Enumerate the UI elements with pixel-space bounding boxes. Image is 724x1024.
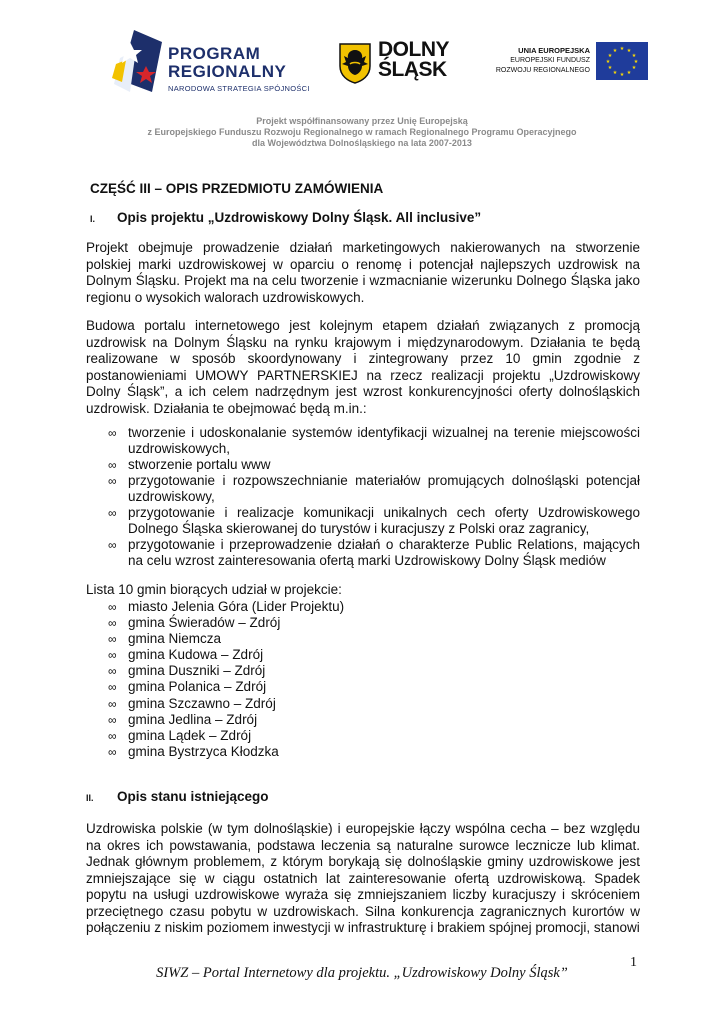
- eu-flag-icon: [596, 42, 648, 80]
- infinity-bullet-icon: ∞: [108, 616, 117, 631]
- region-logo-line1: DOLNY: [378, 38, 449, 61]
- infinity-bullet-icon: ∞: [108, 474, 117, 488]
- actions-list: [86, 425, 640, 569]
- infinity-bullet-icon: ∞: [108, 664, 117, 679]
- svg-text:★: ★: [633, 59, 639, 65]
- footer-text: SIWZ – Portal Internetowy dla projektu. „Uzdrowiskowy Dolny Śląsk”: [156, 965, 568, 981]
- list-item: ∞ tworzenie i udoskonalanie systemów identyfikacji wizualnej na terenie miejscowości uzdrowiskowych,: [108, 425, 640, 456]
- list-item: ∞ gmina Świeradów – Zdrój: [108, 615, 281, 631]
- svg-text:★: ★: [626, 48, 632, 54]
- infinity-bullet-icon: ∞: [108, 744, 117, 759]
- program-logo-line2: REGIONALNY: [168, 62, 287, 81]
- dolny-slask-logo-text: [378, 40, 449, 80]
- infinity-bullet-icon: ∞: [108, 506, 117, 520]
- infinity-bullet-icon: ∞: [108, 538, 117, 552]
- svg-text:★: ★: [612, 70, 618, 76]
- section2-paragraph-1: Uzdrowiska polskie (w tym dolnośląskie) i europejskie łączy wspólna cecha – bez względu na okres ich powstawania, podstawa leczenia są naturalne surowce lecznicze lub klimat. Jednak głównym problemem, z którym borykają się dolnośląskie gminy uzdrowiskowe jest zmniejszające się w ciągu ostatnich lat zainteresowanie ofertą uzdrowiskową. Spadek popytu na usługi uzdrowiskowe wyraża się zmniejszaniem liczby kuracjuszy i skróceniem przeciętnego czasu pobytu w uzdrowiskach. Silna konkurencja zagranicznych kurortów w połączeniu z niskim poziomem inwestycji w infrastrukturę i brakiem spójnej promocji, stanowi: [86, 821, 640, 935]
- infinity-bullet-icon: ∞: [108, 728, 117, 743]
- list-item: ∞ gmina Bystrzyca Kłodzka: [108, 743, 279, 759]
- infinity-bullet-icon: ∞: [108, 648, 117, 663]
- svg-text:★: ★: [631, 53, 637, 59]
- section2-title: Opis stanu istniejącego: [117, 789, 269, 804]
- svg-text:★: ★: [612, 48, 618, 54]
- svg-text:★: ★: [605, 59, 611, 65]
- section2-number: II.: [86, 793, 94, 803]
- region-logo-line2: ŚLĄSK: [378, 58, 447, 81]
- section1-number: I.: [90, 214, 96, 224]
- list-item: ∞ gmina Lądek – Zdrój: [108, 727, 252, 743]
- program-logo-line1: PROGRAM: [168, 44, 261, 63]
- svg-text:★: ★: [607, 65, 613, 71]
- svg-text:★: ★: [626, 70, 632, 76]
- list-item: ∞ stworzenie portalu www: [108, 457, 271, 472]
- section1-paragraph-1: Projekt obejmuje prowadzenie działań marketingowych nakierowanych na stworzenie polskiej marki uzdrowiskowej w oparciu o renomę i potencjał najlepszych uzdrowisk na Dolnym Śląsku. Projekt ma na celu tworzenie i wzmacnianie wizerunku Dolnego Śląska jako regionu o wysokich walorach uzdrowiskowych.: [86, 240, 640, 305]
- section1-paragraph-2: Budowa portalu internetowego jest kolejnym etapem działań związanych z promocją uzdrowisk na Dolnym Śląsku na rynku krajowym i międzynarodowym. Działania te będą realizowane w sposób skoordynowany i zintegrowany przez 10 gmin zgodnie z postanowieniami UMOWY PARTNERSKIEJ na rzecz realizacji projektu „Uzdrowiskowy Dolny Śląsk”, a ich celem nadrzędnym jest wzrost konkurencyjności oferty dolnośląskich uzdrowisk. Działania te obejmować będą m.in.:: [86, 318, 640, 416]
- svg-text:★: ★: [619, 46, 625, 52]
- list-item: ∞ gmina Polanica – Zdrój: [108, 679, 267, 695]
- funding-line-1: Projekt współfinansowany przez Unię Europejską: [256, 116, 468, 126]
- eu-logo-line2: EUROPEJSKI FUNDUSZ: [510, 57, 590, 64]
- funding-line-2: z Europejskiego Funduszu Rozwoju Regionalnego w ramach Regionalnego Programu Operacyjnego: [147, 127, 577, 137]
- gminy-intro: Lista 10 gmin biorących udział w projekcie:: [86, 582, 342, 597]
- list-item: ∞ miasto Jelenia Góra (Lider Projektu): [108, 599, 345, 614]
- funding-line-3: dla Województwa Dolnośląskiego na lata 2007-2013: [252, 138, 472, 148]
- program-regionalny-logo-mark: [112, 28, 164, 94]
- list-item: ∞ gmina Niemcza: [108, 631, 222, 647]
- infinity-bullet-icon: ∞: [108, 712, 117, 727]
- infinity-bullet-icon: ∞: [108, 458, 117, 472]
- program-regionalny-logo-text: [168, 45, 310, 93]
- list-item: ∞ gmina Kudowa – Zdrój: [108, 647, 264, 663]
- funding-statement: [60, 116, 664, 149]
- infinity-bullet-icon: ∞: [108, 426, 117, 440]
- program-logo-line3: NARODOWA STRATEGIA SPÓJNOŚCI: [168, 84, 310, 93]
- dolny-slask-crest-icon: [338, 42, 372, 84]
- eu-logo-line3: ROZWOJU REGIONALNEGO: [495, 67, 590, 74]
- list-item: ∞ gmina Szczawno – Zdrój: [108, 695, 276, 711]
- infinity-bullet-icon: ∞: [108, 600, 117, 614]
- gminy-list: [86, 599, 640, 760]
- part-title: CZĘŚĆ III – OPIS PRZEDMIOTU ZAMÓWIENIA: [90, 181, 384, 196]
- page-number: 1: [630, 955, 637, 970]
- infinity-bullet-icon: ∞: [108, 680, 117, 695]
- svg-text:★: ★: [631, 65, 637, 71]
- svg-text:★: ★: [607, 53, 613, 59]
- section1-title: Opis projektu „Uzdrowiskowy Dolny Śląsk. All inclusive”: [117, 210, 482, 225]
- list-item: ∞ gmina Duszniki – Zdrój: [108, 663, 266, 679]
- svg-text:★: ★: [619, 72, 625, 78]
- list-item: ∞ przygotowanie i przeprowadzenie działań o charakterze Public Relations, mających na celu wzrost zainteresowania ofertą marki Uzdrowiskowy Dolny Śląsk mediów: [108, 537, 640, 568]
- eu-logo-line1: UNIA EUROPEJSKA: [518, 46, 590, 55]
- infinity-bullet-icon: ∞: [108, 632, 117, 647]
- eu-fund-logo-text: [494, 46, 590, 76]
- list-item: ∞ gmina Jedlina – Zdrój: [108, 711, 258, 727]
- list-item: ∞ przygotowanie i realizacje komunikacji unikalnych cech oferty Uzdrowiskowego Dolnego Śląska skierowanej do turystów i kuracjuszy z Polski oraz zagranicy,: [108, 505, 640, 536]
- list-item: ∞ przygotowanie i rozpowszechnianie materiałów promujących dolnośląski potencjał uzdrowiskowy,: [108, 473, 640, 504]
- infinity-bullet-icon: ∞: [108, 696, 117, 711]
